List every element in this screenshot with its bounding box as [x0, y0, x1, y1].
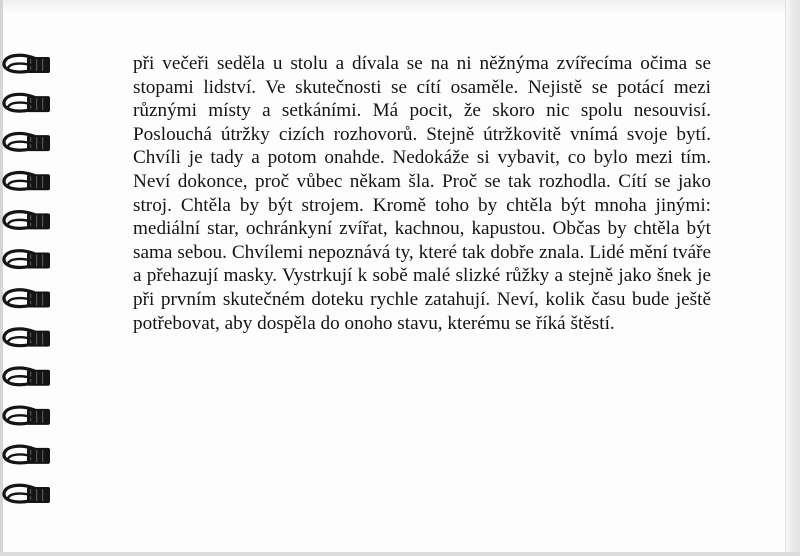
binding-ring: [4, 368, 50, 386]
binding-hole-shine: [42, 372, 43, 384]
binding-hole-shine: [42, 98, 43, 110]
binding-hole-shine: [42, 411, 43, 423]
binding-hole-shine: [36, 137, 37, 149]
binding-ring: [4, 446, 50, 464]
binding-hole-shine: [36, 254, 37, 266]
binding-hole-shine: [42, 450, 43, 462]
page-right-edge: [785, 0, 800, 556]
binding-ring: [4, 55, 50, 73]
binding-ring: [4, 251, 50, 269]
binding-hole-shine: [36, 294, 37, 306]
binding-hole-shine: [42, 489, 43, 501]
binding-ring: [4, 407, 50, 425]
binding-hole-shine: [36, 176, 37, 188]
page-top-edge: [0, 0, 800, 12]
binding-hole-shine: [36, 98, 37, 110]
binding-hole-shine: [42, 176, 43, 188]
binding-hole-shine: [36, 59, 37, 71]
binding-hole-shine: [36, 489, 37, 501]
binding-hole-shine: [42, 333, 43, 345]
binding-hole-shine: [42, 59, 43, 71]
binding-hole-shine: [42, 215, 43, 227]
binding-hole-shine: [36, 450, 37, 462]
binding-ring: [4, 329, 50, 347]
binding-ring: [4, 94, 50, 112]
binding-hole-shine: [36, 215, 37, 227]
spiral-binding: [0, 0, 60, 556]
binding-hole-shine: [36, 372, 37, 384]
binding-hole-shine: [42, 254, 43, 266]
binding-hole-shine: [42, 294, 43, 306]
binding-hole-shine: [42, 137, 43, 149]
binding-ring: [4, 485, 50, 503]
binding-ring: [4, 212, 50, 230]
binding-ring: [4, 133, 50, 151]
binding-ring: [4, 173, 50, 191]
body-paragraph: při večeři seděla u stolu a dívala se na ni něžnýma zvířecíma očima se stopami lidství. Ve skutečnosti se cítí osaměle. Nejistě se potácí mezi různými místy a setkáními. Má pocit, že skoro nic spolu nesouvisí. Poslouchá útržky cizích rozhovorů. Stejně útržkovitě vnímá svoje bytí. Chvíli je tady a potom onahde. Nedokáže si vybavit, co bylo mezi tím. Neví dokonce, proč vůbec někam šla. Proč se tak rozhodla. Cítí se jako stroj. Chtěla by být strojem. Kromě toho by chtěla být mnoha jinými: mediální star, ochránkyní zvířat, kachnou, kapustou. Občas by chtěla být sama sebou. Chvílemi nepoznává ty, které tak dobře znala. Lidé mění tváře a přehazují masky. Vystrkují k sobě malé slizké růžky a stejně jako šnek je při prvním skutečném doteku rychle zatahují. Neví, kolik času bude ještě potřebovat, aby dospěla do onoho stavu, kterému se říká štěstí.: [133, 53, 711, 334]
page-bottom-edge: [0, 552, 800, 556]
binding-hole-shine: [36, 411, 37, 423]
binding-ring: [4, 290, 50, 308]
binding-hole-shine: [36, 333, 37, 345]
